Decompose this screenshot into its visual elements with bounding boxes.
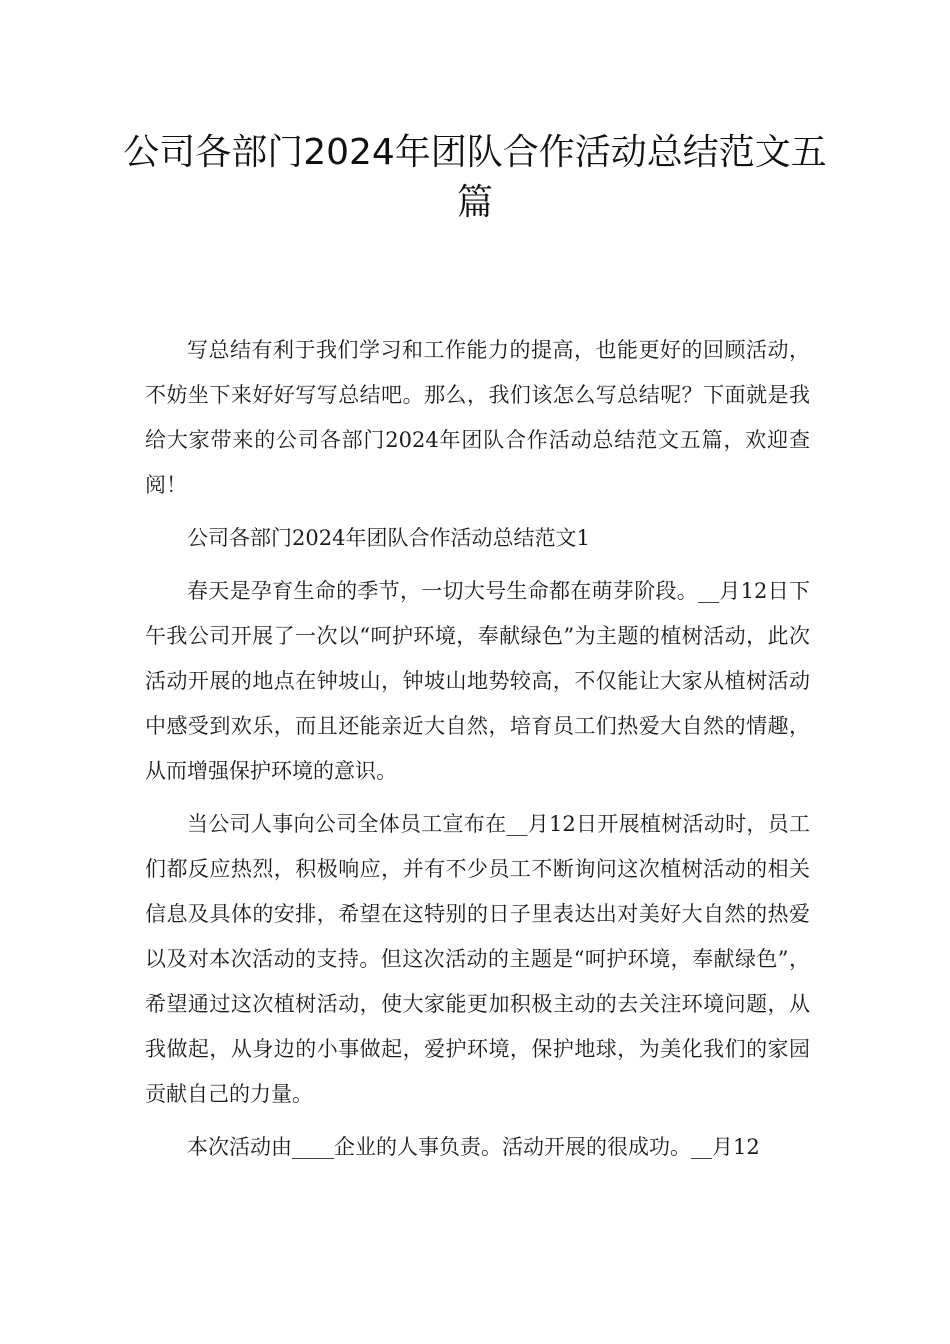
document-body <box>145 328 810 1178</box>
intro-paragraph: 写总结有利于我们学习和工作能力的提高，也能更好的回顾活动，不妨坐下来好好写写总结吧。那么，我们该怎么写总结呢？下面就是我给大家带来的公司各部门2024年团队合作活动总结范文五篇，欢迎查阅！ <box>145 338 810 497</box>
document-title: 公司各部门2024年团队合作活动总结范文五篇 <box>123 132 827 223</box>
section-heading: 公司各部门2024年团队合作活动总结范文1 <box>187 526 590 550</box>
body-paragraph: 本次活动由____企业的人事负责。活动开展的很成功。__月12 <box>187 1135 760 1159</box>
body-paragraph: 当公司人事向公司全体员工宣布在__月12日开展植树活动时，员工们都反应热烈，积极响应，并有不少员工不断询问这次植树活动的相关信息及具体的安排，希望在这特别的日子里表达出对美好大自然的热爱以及对本次活动的支持。但这次活动的主题是“呵护环境，奉献绿色”，希望通过这次植树活动，使大家能更加积极主动的去关注环境问题，从我做起，从身边的小事做起，爱护环境，保护地球，为美化我们的家园贡献自己的力量。 <box>145 812 810 1106</box>
body-paragraph: 春天是孕育生命的季节，一切大号生命都在萌芽阶段。__月12日下午我公司开展了一次以“呵护环境，奉献绿色”为主题的植树活动，此次活动开展的地点在钟坡山，钟坡山地势较高，不仅能让大家从植树活动中感受到欢乐，而且还能亲近大自然，培育员工们热爱大自然的情趣，从而增强保护环境的意识。 <box>145 579 810 783</box>
